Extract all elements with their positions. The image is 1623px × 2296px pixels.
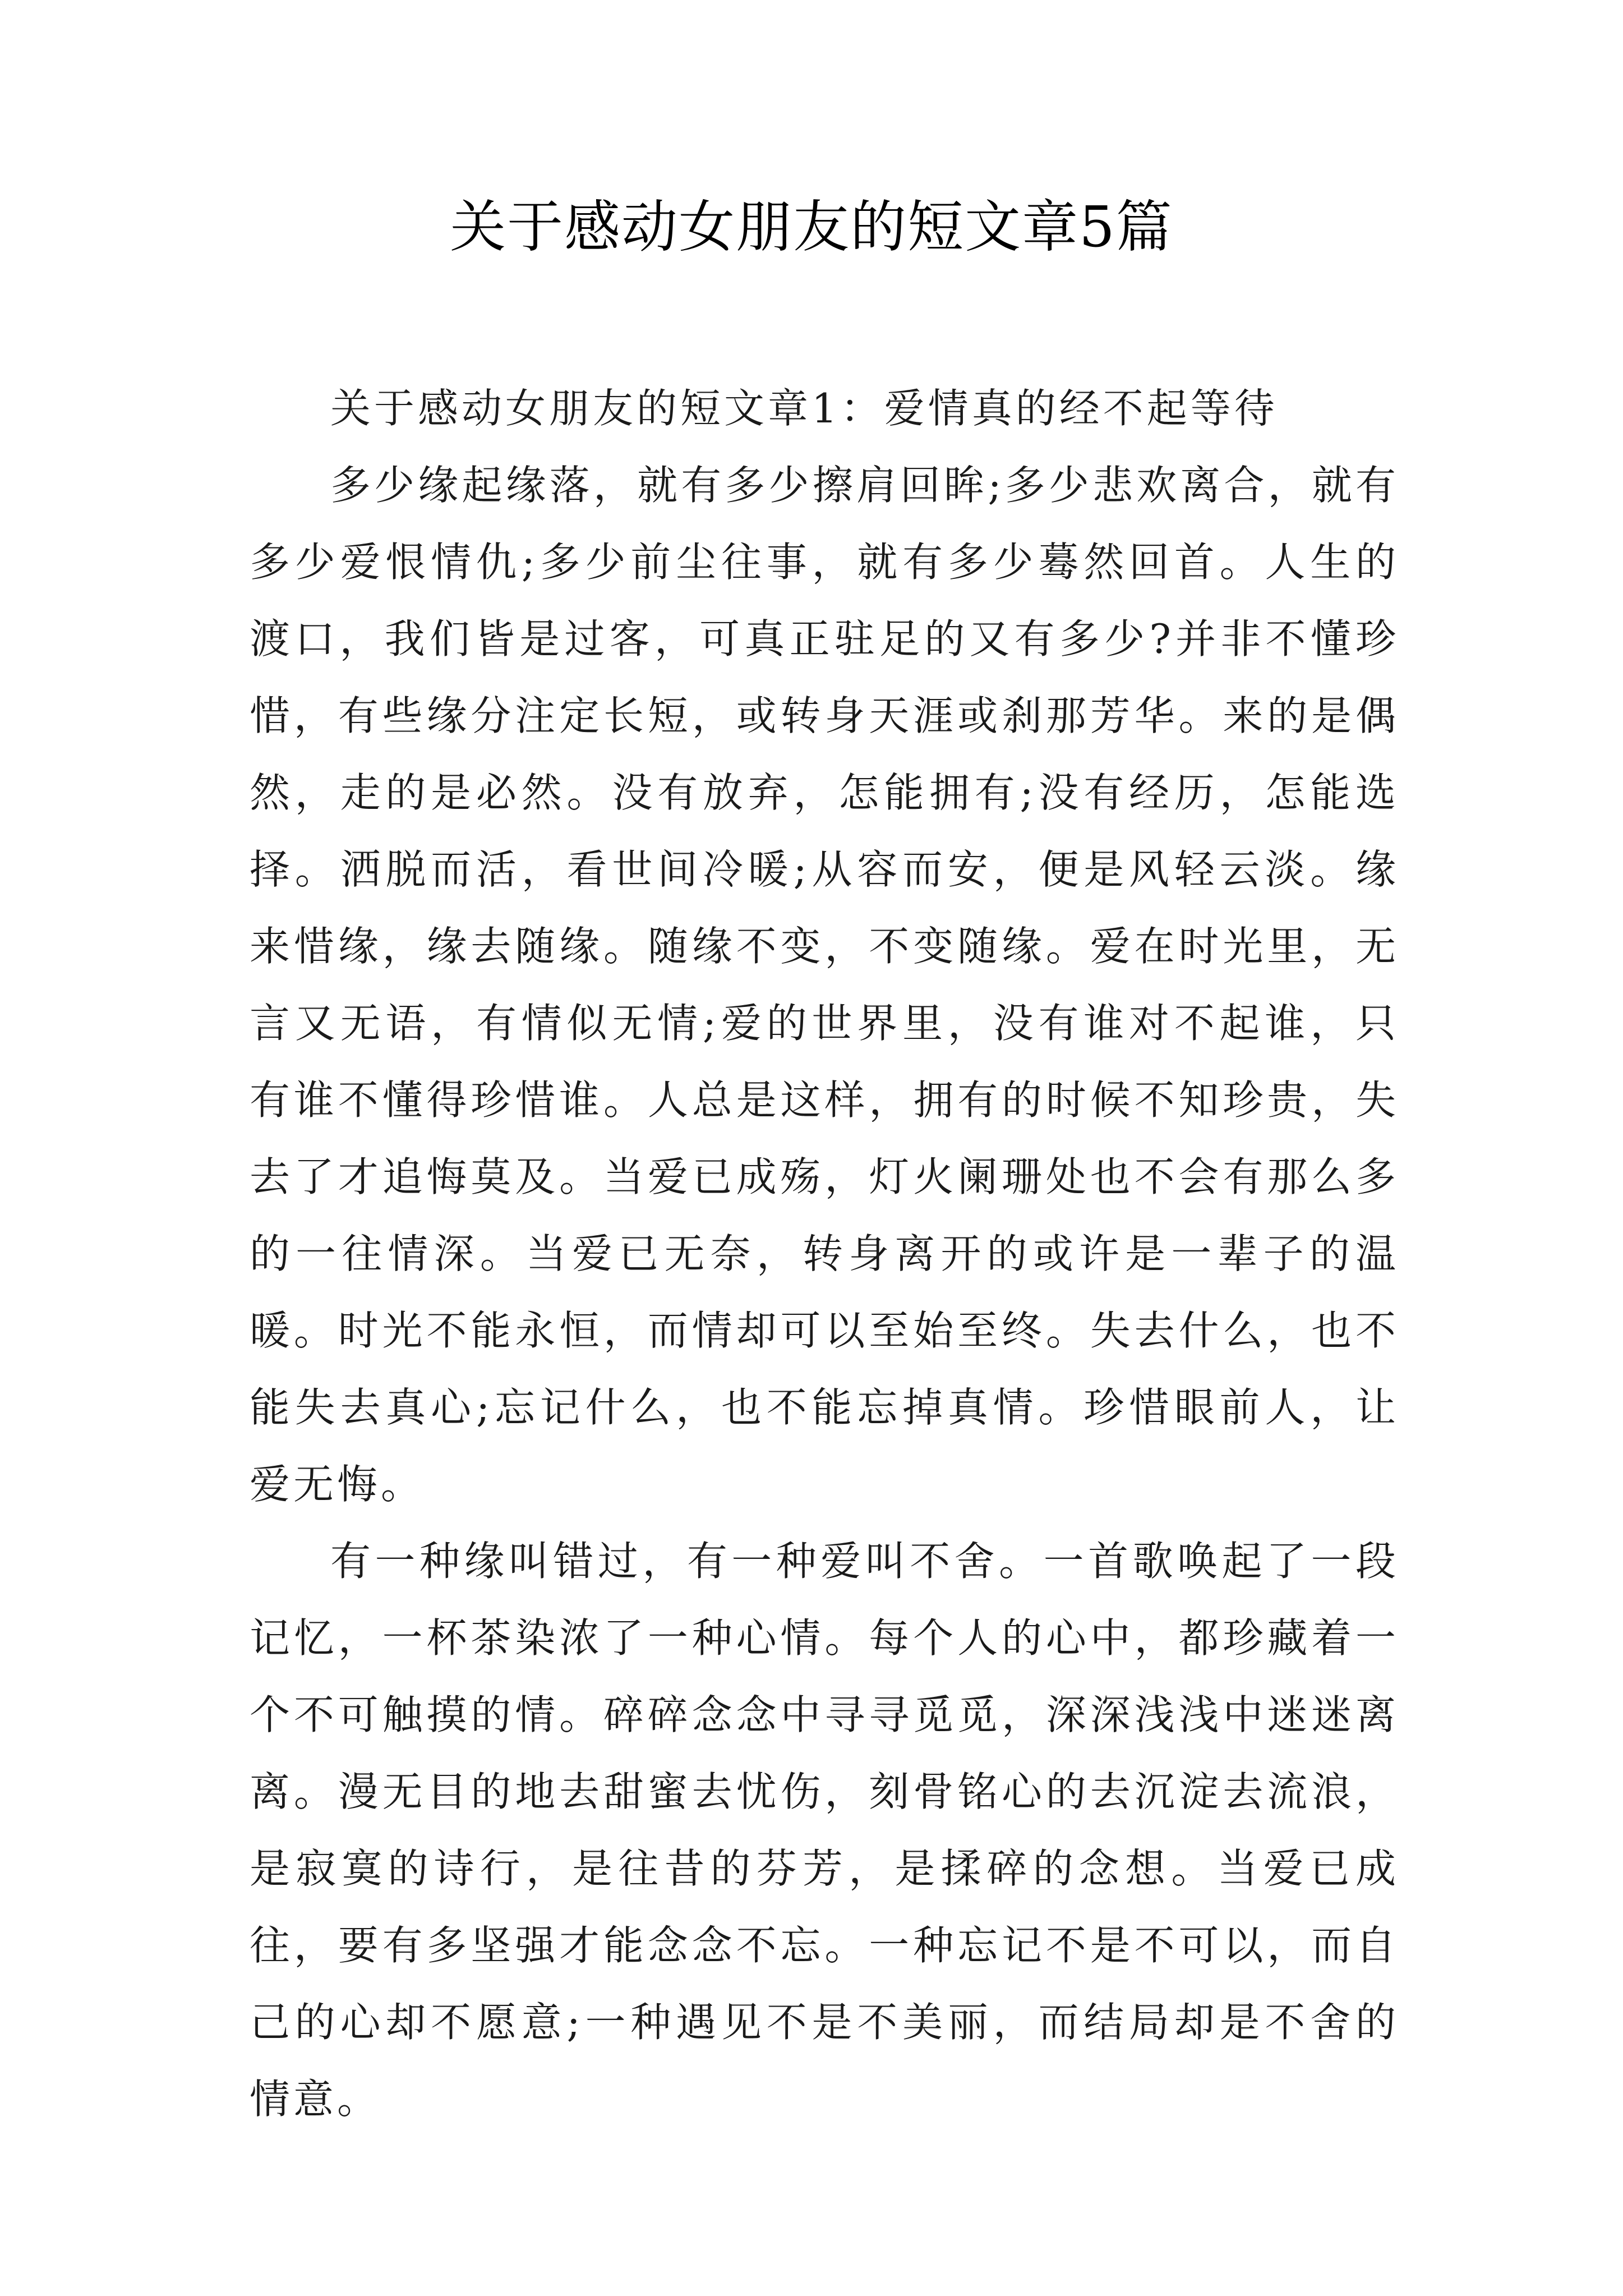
document-body: [250, 370, 1399, 2138]
paragraph: 多少缘起缘落，就有多少擦肩回眸;多少悲欢离合，就有多少爱恨情仇;多少前尘往事，就有多少蓦然回首。人生的渡口，我们皆是过客，可真正驻足的又有多少?并非不懂珍惜，有些缘分注定长短，或转身天涯或刹那芳华。来的是偶然，走的是必然。没有放弃，怎能拥有;没有经历，怎能选择。洒脱而活，看世间冷暖;从容而安，便是风轻云淡。缘来惜缘，缘去随缘。随缘不变，不变随缘。爱在时光里，无言又无语，有情似无情;爱的世界里，没有谁对不起谁，只有谁不懂得珍惜谁。人总是这样，拥有的时候不知珍贵，失去了才追悔莫及。当爱已成殇，灯火阑珊处也不会有那么多的一往情深。当爱已无奈，转身离开的或许是一辈子的温暖。时光不能永恒，而情却可以至始至终。失去什么，也不能失去真心;忘记什么，也不能忘掉真情。珍惜眼前人，让爱无悔。: [250, 462, 1399, 1508]
document-title: 关于感动女朋友的短文章5篇: [450, 194, 1173, 260]
paragraph: 有一种缘叫错过，有一种爱叫不舍。一首歌唤起了一段记忆，一杯茶染浓了一种心情。每个人的心中，都珍藏着一个不可触摸的情。碎碎念念中寻寻觅觅，深深浅浅中迷迷离离。漫无目的地去甜蜜去忧伤，刻骨铭心的去沉淀去流浪，是寂寞的诗行，是往昔的芬芳，是揉碎的念想。当爱已成往，要有多坚强才能念念不忘。一种忘记不是不可以，而自己的心却不愿意;一种遇见不是不美丽，而结局却是不舍的情意。: [250, 1538, 1399, 2123]
article-heading: 关于感动女朋友的短文章1：爱情真的经不起等待: [330, 385, 1278, 432]
